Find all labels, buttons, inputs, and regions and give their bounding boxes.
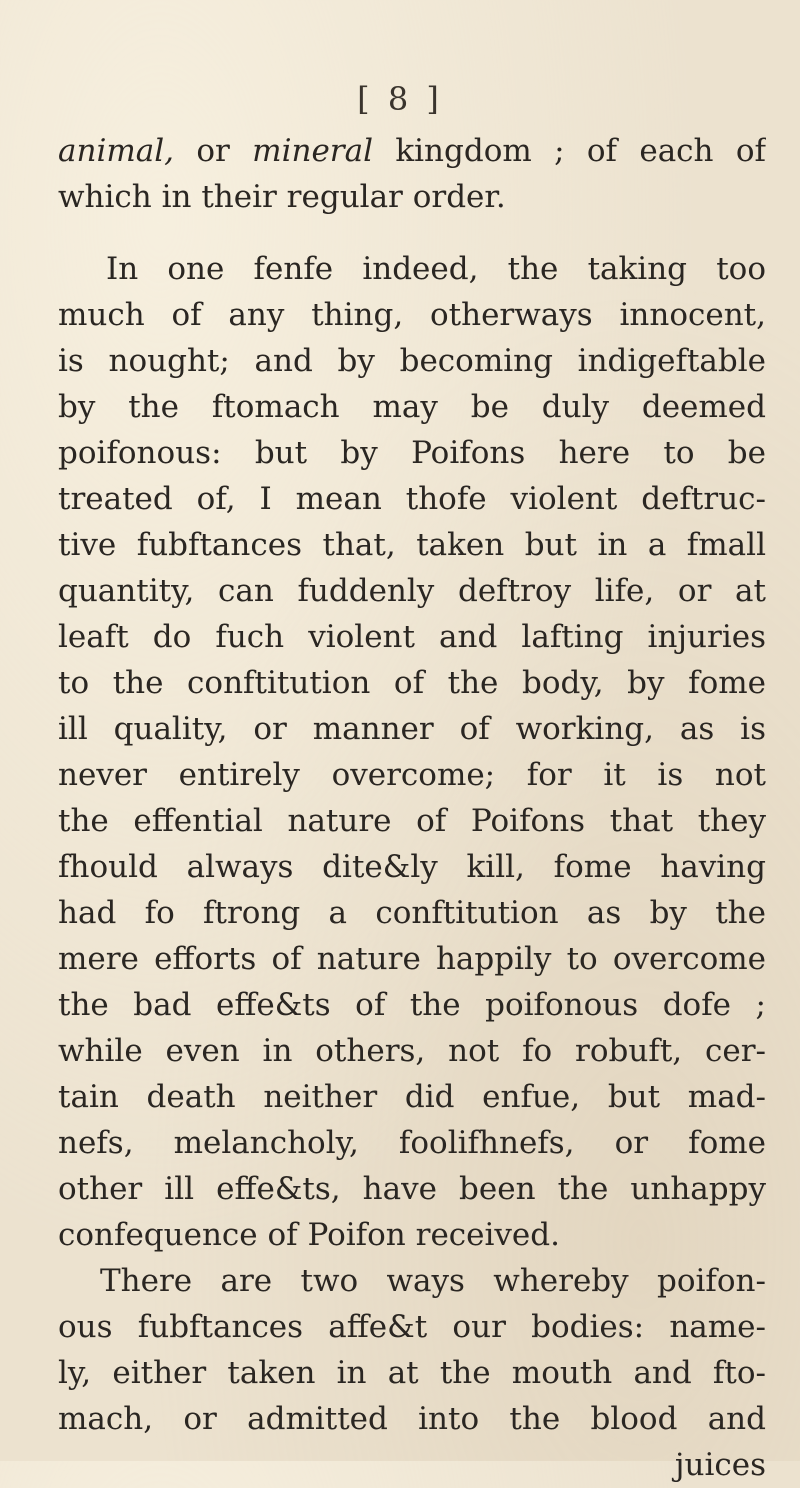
text-plain: kingdom ; of each of [373,133,766,169]
text-line: had fo ftrong a conftitution as by the [58,895,766,931]
text-line: In one fenfe indeed, the taking too [106,251,766,287]
text-italic: animal, [58,133,175,169]
paragraph-2 [58,246,766,1258]
text-line: to the conftitution of the body, by fome [58,665,766,701]
paragraph-gap [58,220,766,246]
text-line: fhould always dite&ly kill, fome having [58,849,766,885]
text-line: quantity, can fuddenly deftroy life, or at [58,573,766,609]
text-line: ill quality, or manner of working, as is [58,711,766,747]
text-line [58,128,766,174]
paragraph-1 [58,128,766,220]
text-line: other ill effe&ts, have been the unhappy [58,1171,766,1207]
text-line: the effential nature of Poifons that they [58,803,766,839]
text-line: mere efforts of nature happily to overcome [58,941,766,977]
text-line: ous fubftances affe&t our bodies: name- [58,1309,766,1345]
paragraph-3 [58,1258,766,1442]
page-number: [ 8 ] [357,80,443,118]
text-line: tain death neither did enfue, but mad- [58,1079,766,1115]
text-line: leaft do fuch violent and lafting injuries [58,619,766,655]
text-line: tive fubftances that, taken but in a fmall [58,527,766,563]
catchword: juices [674,1447,766,1483]
text-line: nefs, melancholy, foolifhnefs, or fome [58,1125,766,1161]
text-line: never entirely overcome; for it is not [58,757,766,793]
text-line: is nought; and by becoming indigeftable [58,343,766,379]
text-line: ly, either taken in at the mouth and fto- [58,1355,766,1391]
text-plain: or [174,133,253,169]
text-line: treated of, I mean thofe violent deftruc- [58,481,766,517]
text-line: while even in others, not fo robuft, cer- [58,1033,766,1069]
text-block [58,128,766,1488]
text-line: confequence of Poifon received. [58,1217,560,1253]
text-line: which in their regular order. [58,179,506,215]
text-line: the bad effe&ts of the poifonous dofe ; [58,987,766,1023]
text-line: mach, or admitted into the blood and [58,1401,766,1437]
text-line: There are two ways whereby poifon- [100,1263,766,1299]
text-italic: mineral [252,133,374,169]
text-line: poifonous: but by Poifons here to be [58,435,766,471]
text-line: by the ftomach may be duly deemed [58,389,766,425]
text-line: much of any thing, otherways innocent, [58,297,766,333]
